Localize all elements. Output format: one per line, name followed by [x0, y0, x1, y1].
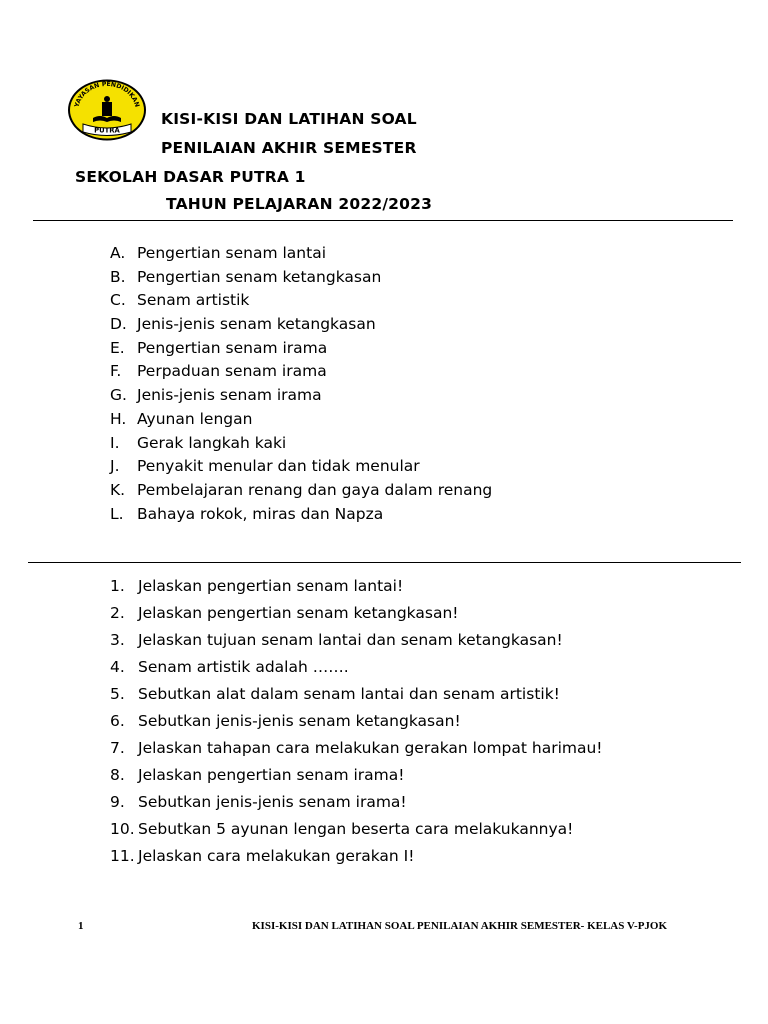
topic-item-marker: K. — [110, 480, 126, 499]
question-item-marker: 8. — [110, 766, 125, 784]
school-logo — [66, 78, 148, 142]
header-divider — [33, 220, 733, 221]
topic-item-text: Ayunan lengan — [137, 409, 253, 428]
logo-arc-text: YAYASAN PENDIDIKAN — [73, 80, 141, 109]
question-item-marker: 4. — [110, 658, 125, 676]
topic-item-marker: J. — [110, 457, 120, 476]
question-item-marker: 1. — [110, 577, 125, 595]
question-item-text: Sebutkan jenis-jenis senam irama! — [138, 793, 407, 811]
question-item-marker: 10. — [110, 820, 135, 838]
topic-item-text: Bahaya rokok, miras dan Napza — [137, 504, 384, 523]
topic-item-text: Pengertian senam ketangkasan — [137, 267, 382, 286]
question-item-text: Senam artistik adalah ……. — [138, 658, 349, 676]
question-item-marker: 2. — [110, 604, 125, 622]
topic-item-text: Pengertian senam irama — [137, 338, 328, 357]
question-item-text: Jelaskan pengertian senam lantai! — [138, 577, 404, 595]
header-school-name: SEKOLAH DASAR PUTRA 1 — [75, 168, 306, 186]
header-academic-year: TAHUN PELAJARAN 2022/2023 — [166, 195, 433, 213]
topic-item-marker: C. — [110, 291, 126, 310]
topic-item-marker: I. — [110, 433, 120, 452]
question-item-marker: 11. — [110, 847, 135, 865]
topic-item-marker: G. — [110, 386, 127, 405]
topic-item-text: Perpaduan senam irama — [137, 362, 327, 381]
section-divider — [28, 562, 741, 563]
question-item-text: Jelaskan pengertian senam irama! — [138, 766, 405, 784]
topic-item-text: Gerak langkah kaki — [137, 433, 287, 452]
question-item-text: Sebutkan jenis-jenis senam ketangkasan! — [138, 712, 461, 730]
topic-item-marker: L. — [110, 504, 124, 523]
topic-item-marker: D. — [110, 315, 127, 334]
question-item-text: Jelaskan pengertian senam ketangkasan! — [138, 604, 459, 622]
header-title-line-2: PENILAIAN AKHIR SEMESTER — [161, 139, 417, 157]
question-item-text: Sebutkan alat dalam senam lantai dan senam artistik! — [138, 685, 560, 703]
topic-item-text: Jenis-jenis senam ketangkasan — [137, 315, 376, 334]
topic-item-marker: E. — [110, 338, 125, 357]
topic-item-text: Penyakit menular dan tidak menular — [137, 457, 420, 476]
topic-item-text: Senam artistik — [137, 291, 250, 310]
topic-item-text: Pengertian senam lantai — [137, 244, 327, 262]
topic-item-marker: F. — [110, 362, 122, 381]
question-item-marker: 3. — [110, 631, 125, 649]
question-item-marker: 9. — [110, 793, 125, 811]
footer-title: KISI-KISI DAN LATIHAN SOAL PENILAIAN AKHIR SEMESTER- KELAS V-PJOK — [252, 920, 668, 932]
topic-item-marker: H. — [110, 409, 127, 428]
question-item-text: Jelaskan tujuan senam lantai dan senam ketangkasan! — [138, 631, 563, 649]
topic-item-marker: B. — [110, 267, 126, 286]
question-item-marker: 5. — [110, 685, 125, 703]
header-title-line-1: KISI-KISI DAN LATIHAN SOAL — [161, 110, 417, 128]
question-item-text: Jelaskan tahapan cara melakukan gerakan lompat harimau! — [138, 739, 603, 757]
footer-page-number: 1 — [78, 920, 84, 932]
topic-item-text: Pembelajaran renang dan gaya dalam renang — [137, 480, 493, 499]
question-item-text: Jelaskan cara melakukan gerakan I! — [138, 847, 415, 865]
question-item-marker: 7. — [110, 739, 125, 757]
question-item-marker: 6. — [110, 712, 125, 730]
topic-item-marker: A. — [110, 244, 126, 262]
logo-ribbon-text: PUTRA — [94, 126, 120, 135]
topic-item-text: Jenis-jenis senam irama — [137, 386, 322, 405]
question-item-text: Sebutkan 5 ayunan lengan beserta cara melakukannya! — [138, 820, 574, 838]
